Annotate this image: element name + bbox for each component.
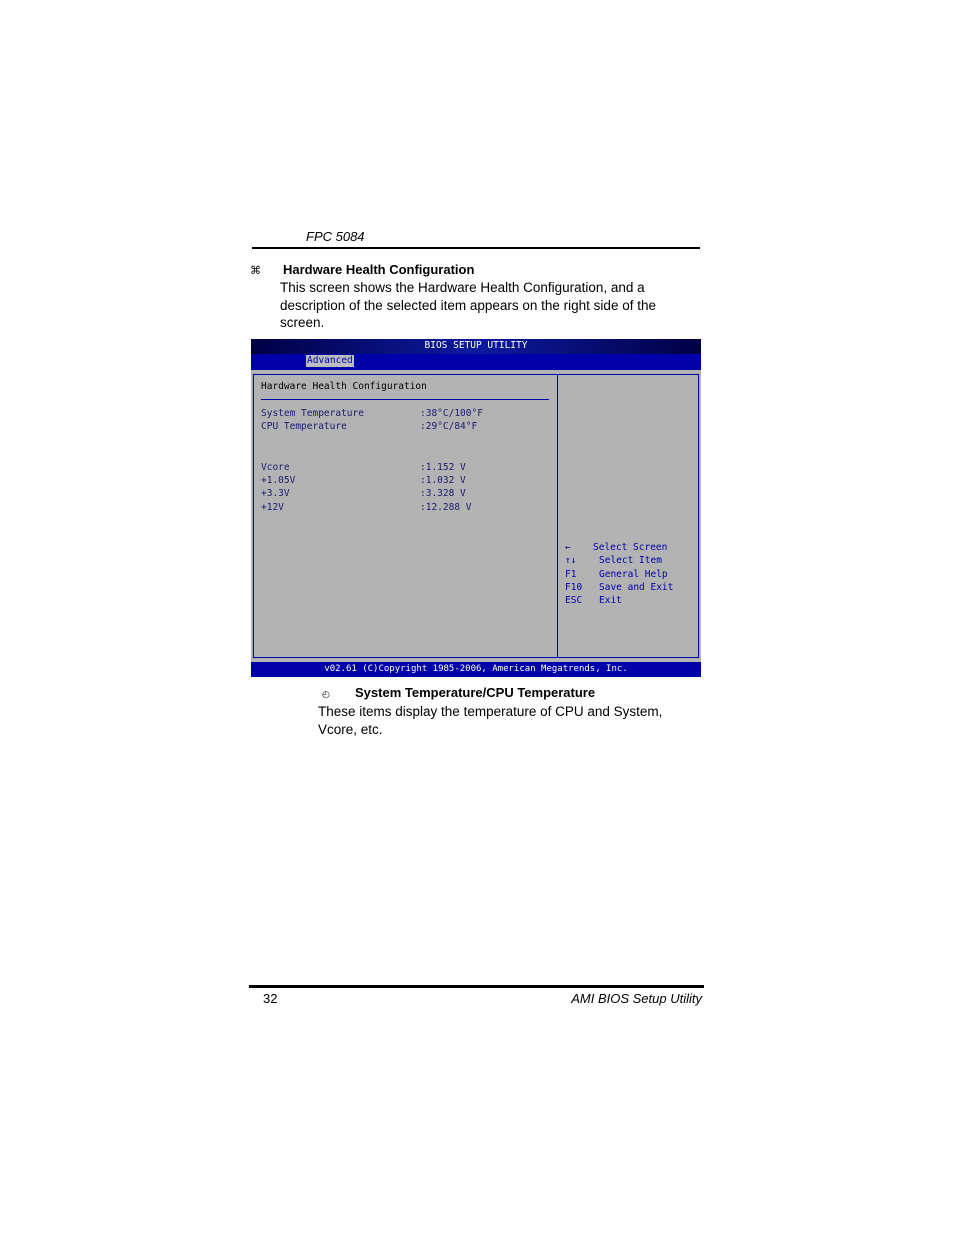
row-value-1-05v: :1.032 V (420, 475, 466, 486)
bios-copyright: v02.61 (C)Copyright 1985-2006, American Megatrends, Inc. (324, 664, 628, 674)
page-number: 32 (263, 991, 278, 1006)
row-label-12v[interactable]: +12V (261, 502, 284, 513)
bios-title: BIOS SETUP UTILITY (424, 340, 528, 351)
running-footer-label: AMI BIOS Setup Utility (571, 991, 702, 1006)
item-bullet-icon: ◴ (322, 689, 330, 699)
help-key-f10: F10 (565, 582, 583, 593)
help-key-arrows-lr-icon: ← (565, 542, 571, 553)
bios-menu-bar (251, 354, 701, 368)
bios-body (251, 370, 701, 662)
row-value-3-3v: :3.328 V (420, 488, 466, 499)
tab-advanced[interactable]: Advanced (307, 355, 353, 366)
section-bullet-icon: ⌘ (250, 265, 261, 277)
bios-footer (251, 662, 701, 677)
bios-panel-rule (261, 399, 549, 400)
help-desc-exit: Exit (599, 595, 622, 606)
section-title: Hardware Health Configuration (283, 262, 475, 277)
row-value-vcore: :1.152 V (420, 462, 466, 473)
row-label-3-3v[interactable]: +3.3V (261, 488, 290, 499)
row-label-1-05v[interactable]: +1.05V (261, 475, 296, 486)
help-key-arrows-ud-icon: ↑↓ (565, 555, 577, 566)
help-key-esc: ESC (565, 595, 583, 606)
bios-panel-title: Hardware Health Configuration (261, 381, 427, 392)
help-desc-select-item: Select Item (599, 555, 662, 566)
footer-rule (249, 985, 704, 988)
row-label-cpu-temperature[interactable]: CPU Temperature (261, 421, 347, 432)
help-key-f1: F1 (565, 569, 577, 580)
item-description: These items display the temperature of CPU and System, Vcore, etc. (318, 704, 663, 737)
row-value-cpu-temperature: :29°C/84°F (420, 421, 478, 432)
help-desc-general-help: General Help (599, 569, 668, 580)
item-title: System Temperature/CPU Temperature (355, 685, 596, 700)
bios-title-bar (251, 339, 701, 354)
help-desc-save-exit: Save and Exit (599, 582, 674, 593)
help-desc-select-screen: Select Screen (593, 542, 668, 553)
header-rule (252, 247, 700, 249)
section-description: This screen shows the Hardware Health Configuration, and a description of the selected item appears on the right side of the screen. (280, 280, 656, 330)
bios-screenshot (251, 339, 701, 677)
bios-settings-panel (253, 374, 558, 658)
row-value-12v: :12.288 V (420, 502, 472, 513)
running-header-product: FPC 5084 (306, 229, 365, 244)
row-value-system-temperature: :38°C/100°F (420, 408, 483, 419)
row-label-system-temperature[interactable]: System Temperature (261, 408, 364, 419)
bios-help-panel (557, 374, 699, 658)
row-label-vcore[interactable]: Vcore (261, 462, 290, 473)
